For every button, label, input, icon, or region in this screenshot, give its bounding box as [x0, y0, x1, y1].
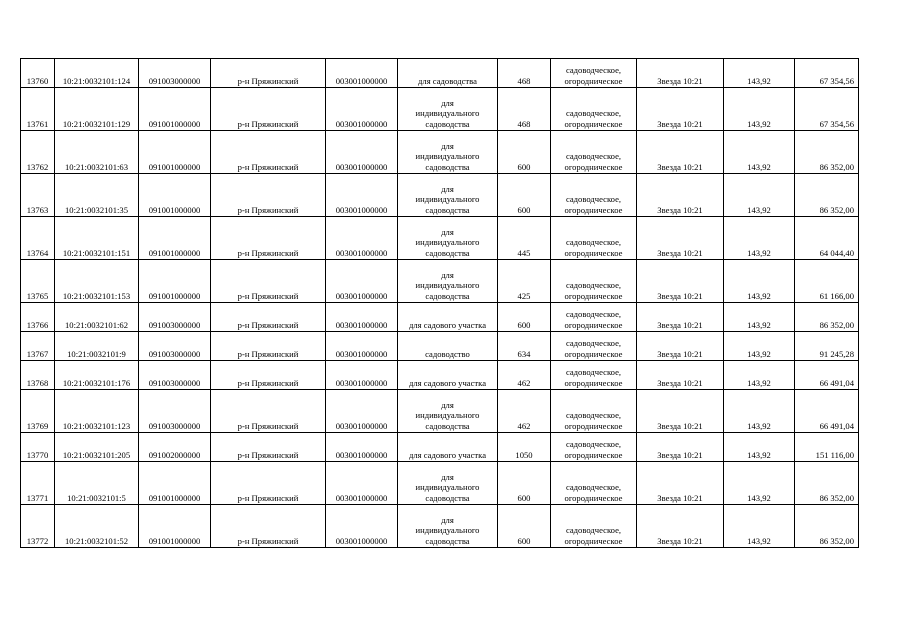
specific-value-cell: 143,92 — [724, 260, 795, 303]
category-code-cell: 003001000000 — [326, 217, 398, 260]
category-code-cell: 003001000000 — [326, 332, 398, 361]
area-value-cell: 1050 — [498, 433, 551, 462]
area-value-cell: 600 — [498, 131, 551, 174]
valuation-zone-cell: Звезда 10:21 — [637, 361, 724, 390]
okato-code-cell: 091003000000 — [139, 59, 211, 88]
cadastral-number-cell: 10:21:0032101:62 — [55, 303, 139, 332]
usage-type-cell: садоводческое, огородническое — [551, 217, 637, 260]
table-row — [21, 131, 859, 174]
table-row — [21, 505, 859, 548]
row-number-cell: 13761 — [21, 88, 55, 131]
cadastral-value-cell: 86 352,00 — [795, 174, 859, 217]
table-row — [21, 390, 859, 433]
area-value-cell: 634 — [498, 332, 551, 361]
area-value-cell: 468 — [498, 88, 551, 131]
cadastral-value-cell: 86 352,00 — [795, 303, 859, 332]
district-name-cell: р-н Пряжинский — [211, 361, 326, 390]
permitted-use-cell: для индивидуального садоводства — [398, 131, 498, 174]
permitted-use-cell: для индивидуального садоводства — [398, 88, 498, 131]
valuation-zone-cell: Звезда 10:21 — [637, 505, 724, 548]
permitted-use-cell: для садового участка — [398, 361, 498, 390]
permitted-use-cell: для индивидуального садоводства — [398, 505, 498, 548]
specific-value-cell: 143,92 — [724, 462, 795, 505]
specific-value-cell: 143,92 — [724, 433, 795, 462]
usage-type-cell: садоводческое, огородническое — [551, 361, 637, 390]
category-code-cell: 003001000000 — [326, 390, 398, 433]
row-number-cell: 13771 — [21, 462, 55, 505]
usage-type-cell: садоводческое, огородническое — [551, 505, 637, 548]
permitted-use-cell: садоводство — [398, 332, 498, 361]
area-value-cell: 600 — [498, 174, 551, 217]
okato-code-cell: 091001000000 — [139, 217, 211, 260]
row-number-cell: 13772 — [21, 505, 55, 548]
row-number-cell: 13760 — [21, 59, 55, 88]
cadastral-number-cell: 10:21:0032101:129 — [55, 88, 139, 131]
valuation-zone-cell: Звезда 10:21 — [637, 174, 724, 217]
okato-code-cell: 091001000000 — [139, 88, 211, 131]
permitted-use-cell: для индивидуального садоводства — [398, 390, 498, 433]
district-name-cell: р-н Пряжинский — [211, 390, 326, 433]
row-number-cell: 13767 — [21, 332, 55, 361]
cadastral-number-cell: 10:21:0032101:151 — [55, 217, 139, 260]
usage-type-cell: садоводческое, огородническое — [551, 131, 637, 174]
cadastral-number-cell: 10:21:0032101:35 — [55, 174, 139, 217]
cadastral-value-cell: 86 352,00 — [795, 505, 859, 548]
district-name-cell: р-н Пряжинский — [211, 462, 326, 505]
cadastral-number-cell: 10:21:0032101:176 — [55, 361, 139, 390]
area-value-cell: 425 — [498, 260, 551, 303]
valuation-zone-cell: Звезда 10:21 — [637, 303, 724, 332]
table-body — [21, 59, 859, 548]
okato-code-cell: 091003000000 — [139, 303, 211, 332]
district-name-cell: р-н Пряжинский — [211, 217, 326, 260]
permitted-use-cell: для садового участка — [398, 303, 498, 332]
specific-value-cell: 143,92 — [724, 217, 795, 260]
cadastral-value-cell: 66 491,04 — [795, 361, 859, 390]
category-code-cell: 003001000000 — [326, 260, 398, 303]
permitted-use-cell: для индивидуального садоводства — [398, 462, 498, 505]
district-name-cell: р-н Пряжинский — [211, 174, 326, 217]
usage-type-cell: садоводческое, огородническое — [551, 332, 637, 361]
cadastral-number-cell: 10:21:0032101:205 — [55, 433, 139, 462]
area-value-cell: 600 — [498, 462, 551, 505]
district-name-cell: р-н Пряжинский — [211, 505, 326, 548]
okato-code-cell: 091003000000 — [139, 361, 211, 390]
specific-value-cell: 143,92 — [724, 332, 795, 361]
okato-code-cell: 091001000000 — [139, 505, 211, 548]
usage-type-cell: садоводческое, огородническое — [551, 260, 637, 303]
okato-code-cell: 091002000000 — [139, 433, 211, 462]
cadastral-value-cell: 67 354,56 — [795, 59, 859, 88]
table-row — [21, 217, 859, 260]
category-code-cell: 003001000000 — [326, 462, 398, 505]
row-number-cell: 13770 — [21, 433, 55, 462]
specific-value-cell: 143,92 — [724, 361, 795, 390]
area-value-cell: 445 — [498, 217, 551, 260]
usage-type-cell: садоводческое, огородническое — [551, 174, 637, 217]
okato-code-cell: 091001000000 — [139, 174, 211, 217]
district-name-cell: р-н Пряжинский — [211, 59, 326, 88]
valuation-zone-cell: Звезда 10:21 — [637, 462, 724, 505]
cadastral-number-cell: 10:21:0032101:52 — [55, 505, 139, 548]
category-code-cell: 003001000000 — [326, 303, 398, 332]
district-name-cell: р-н Пряжинский — [211, 260, 326, 303]
valuation-zone-cell: Звезда 10:21 — [637, 131, 724, 174]
usage-type-cell: садоводческое, огородническое — [551, 303, 637, 332]
specific-value-cell: 143,92 — [724, 390, 795, 433]
category-code-cell: 003001000000 — [326, 88, 398, 131]
okato-code-cell: 091001000000 — [139, 260, 211, 303]
cadastral-value-cell: 66 491,04 — [795, 390, 859, 433]
usage-type-cell: садоводческое, огородническое — [551, 88, 637, 131]
specific-value-cell: 143,92 — [724, 174, 795, 217]
row-number-cell: 13768 — [21, 361, 55, 390]
row-number-cell: 13769 — [21, 390, 55, 433]
category-code-cell: 003001000000 — [326, 505, 398, 548]
okato-code-cell: 091001000000 — [139, 131, 211, 174]
okato-code-cell: 091003000000 — [139, 332, 211, 361]
permitted-use-cell: для садового участка — [398, 433, 498, 462]
specific-value-cell: 143,92 — [724, 303, 795, 332]
cadastral-value-cell: 61 166,00 — [795, 260, 859, 303]
cadastral-value-cell: 151 116,00 — [795, 433, 859, 462]
row-number-cell: 13766 — [21, 303, 55, 332]
valuation-zone-cell: Звезда 10:21 — [637, 260, 724, 303]
district-name-cell: р-н Пряжинский — [211, 433, 326, 462]
category-code-cell: 003001000000 — [326, 59, 398, 88]
cadastral-number-cell: 10:21:0032101:5 — [55, 462, 139, 505]
cadastral-value-cell: 91 245,28 — [795, 332, 859, 361]
cadastral-value-cell: 86 352,00 — [795, 462, 859, 505]
table-row — [21, 433, 859, 462]
cadastral-number-cell: 10:21:0032101:123 — [55, 390, 139, 433]
table-row — [21, 260, 859, 303]
okato-code-cell: 091001000000 — [139, 462, 211, 505]
usage-type-cell: садоводческое, огородническое — [551, 462, 637, 505]
valuation-zone-cell: Звезда 10:21 — [637, 390, 724, 433]
district-name-cell: р-н Пряжинский — [211, 88, 326, 131]
category-code-cell: 003001000000 — [326, 433, 398, 462]
row-number-cell: 13763 — [21, 174, 55, 217]
cadastral-value-cell: 67 354,56 — [795, 88, 859, 131]
valuation-zone-cell: Звезда 10:21 — [637, 433, 724, 462]
specific-value-cell: 143,92 — [724, 131, 795, 174]
okato-code-cell: 091003000000 — [139, 390, 211, 433]
cadastral-value-cell: 86 352,00 — [795, 131, 859, 174]
cadastral-number-cell: 10:21:0032101:9 — [55, 332, 139, 361]
area-value-cell: 600 — [498, 505, 551, 548]
cadastral-number-cell: 10:21:0032101:153 — [55, 260, 139, 303]
table-row — [21, 59, 859, 88]
cadastral-number-cell: 10:21:0032101:63 — [55, 131, 139, 174]
table-row — [21, 303, 859, 332]
district-name-cell: р-н Пряжинский — [211, 332, 326, 361]
specific-value-cell: 143,92 — [724, 505, 795, 548]
category-code-cell: 003001000000 — [326, 131, 398, 174]
cadastral-number-cell: 10:21:0032101:124 — [55, 59, 139, 88]
table-row — [21, 88, 859, 131]
area-value-cell: 468 — [498, 59, 551, 88]
district-name-cell: р-н Пряжинский — [211, 131, 326, 174]
area-value-cell: 462 — [498, 361, 551, 390]
specific-value-cell: 143,92 — [724, 88, 795, 131]
table-row — [21, 332, 859, 361]
valuation-zone-cell: Звезда 10:21 — [637, 332, 724, 361]
table-row — [21, 361, 859, 390]
usage-type-cell: садоводческое, огородническое — [551, 433, 637, 462]
table-row — [21, 462, 859, 505]
permitted-use-cell: для индивидуального садоводства — [398, 260, 498, 303]
permitted-use-cell: для садоводства — [398, 59, 498, 88]
category-code-cell: 003001000000 — [326, 174, 398, 217]
usage-type-cell: садоводческое, огородническое — [551, 59, 637, 88]
area-value-cell: 600 — [498, 303, 551, 332]
cadastral-table — [20, 58, 859, 548]
cadastral-value-cell: 64 044,40 — [795, 217, 859, 260]
row-number-cell: 13764 — [21, 217, 55, 260]
row-number-cell: 13765 — [21, 260, 55, 303]
category-code-cell: 003001000000 — [326, 361, 398, 390]
valuation-zone-cell: Звезда 10:21 — [637, 217, 724, 260]
district-name-cell: р-н Пряжинский — [211, 303, 326, 332]
permitted-use-cell: для индивидуального садоводства — [398, 217, 498, 260]
permitted-use-cell: для индивидуального садоводства — [398, 174, 498, 217]
specific-value-cell: 143,92 — [724, 59, 795, 88]
valuation-zone-cell: Звезда 10:21 — [637, 88, 724, 131]
valuation-zone-cell: Звезда 10:21 — [637, 59, 724, 88]
table-row — [21, 174, 859, 217]
usage-type-cell: садоводческое, огородническое — [551, 390, 637, 433]
area-value-cell: 462 — [498, 390, 551, 433]
row-number-cell: 13762 — [21, 131, 55, 174]
